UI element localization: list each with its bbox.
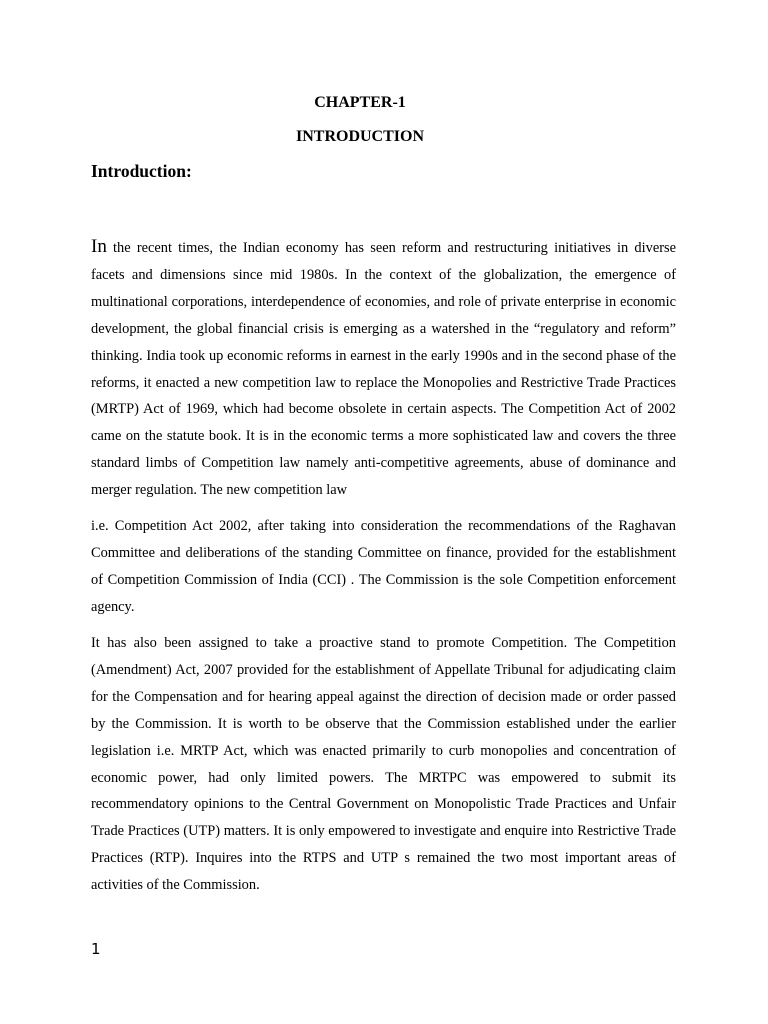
paragraph-3: It has also been assigned to take a proactive stand to promote Competition. The Competition (Amendment) Act, 2007 provided for the establishment of Appellate Tribunal for adjudicating claim for the Compensation and for hearing appeal against the direction of decision made or order passed by the Commission. It is worth to be observe that the Commission established under the earlier legislation i.e. MRTP Act, which was enacted primarily to curb monopolies and concentration of economic power, had only limited powers. The MRTPC was empowered to submit its recommendatory opinions to the Central Government on Monopolistic Trade Practices and Unfair Trade Practices (UTP) matters. It is only empowered to investigate and enquire into Restrictive Trade Practices (RTP). Inquires into the RTPS and UTP s remained the two most important areas of activities of the Commission. <box>91 635 676 894</box>
paragraph-1-text: the recent times, the Indian economy has seen reform and restructuring initiatives in diverse facets and dimensions since mid 1980s. In the context of the globalization, the emergence of multinational corporations, interdependence of economies, and role of private enterprise in economic development, the global financial crisis is emerging as a watershed in the “regulatory and reform” thinking. India took up economic reforms in earnest in the early 1990s and in the second phase of the reforms, it enacted a new competition law to replace the Monopolies and Restrictive Trade Practices (MRTP) Act of 1969, which had become obsolete in certain aspects. The Competition Act of 2002 came on the statute book. It is in the economic terms a more sophisticated law and covers the three standard limbs of Competition law namely anti-competitive agreements, abuse of dominance and merger regulation. The new competition law <box>91 240 676 499</box>
page-number: 1 <box>91 940 101 958</box>
paragraph-2: i.e. Competition Act 2002, after taking into consideration the recommendations of the Raghavan Committee and deliberations of the standing Committee on finance, provided for the establishment of Competition Commission of India (CCI) . The Commission is the sole Competition enforcement agency. <box>91 518 676 615</box>
chapter-title: INTRODUCTION <box>295 128 424 145</box>
section-heading: Introduction: <box>91 161 192 181</box>
paragraph-dropcap: In <box>91 236 107 257</box>
chapter-label: CHAPTER-1 <box>314 94 406 111</box>
paragraph-1 <box>91 234 676 504</box>
